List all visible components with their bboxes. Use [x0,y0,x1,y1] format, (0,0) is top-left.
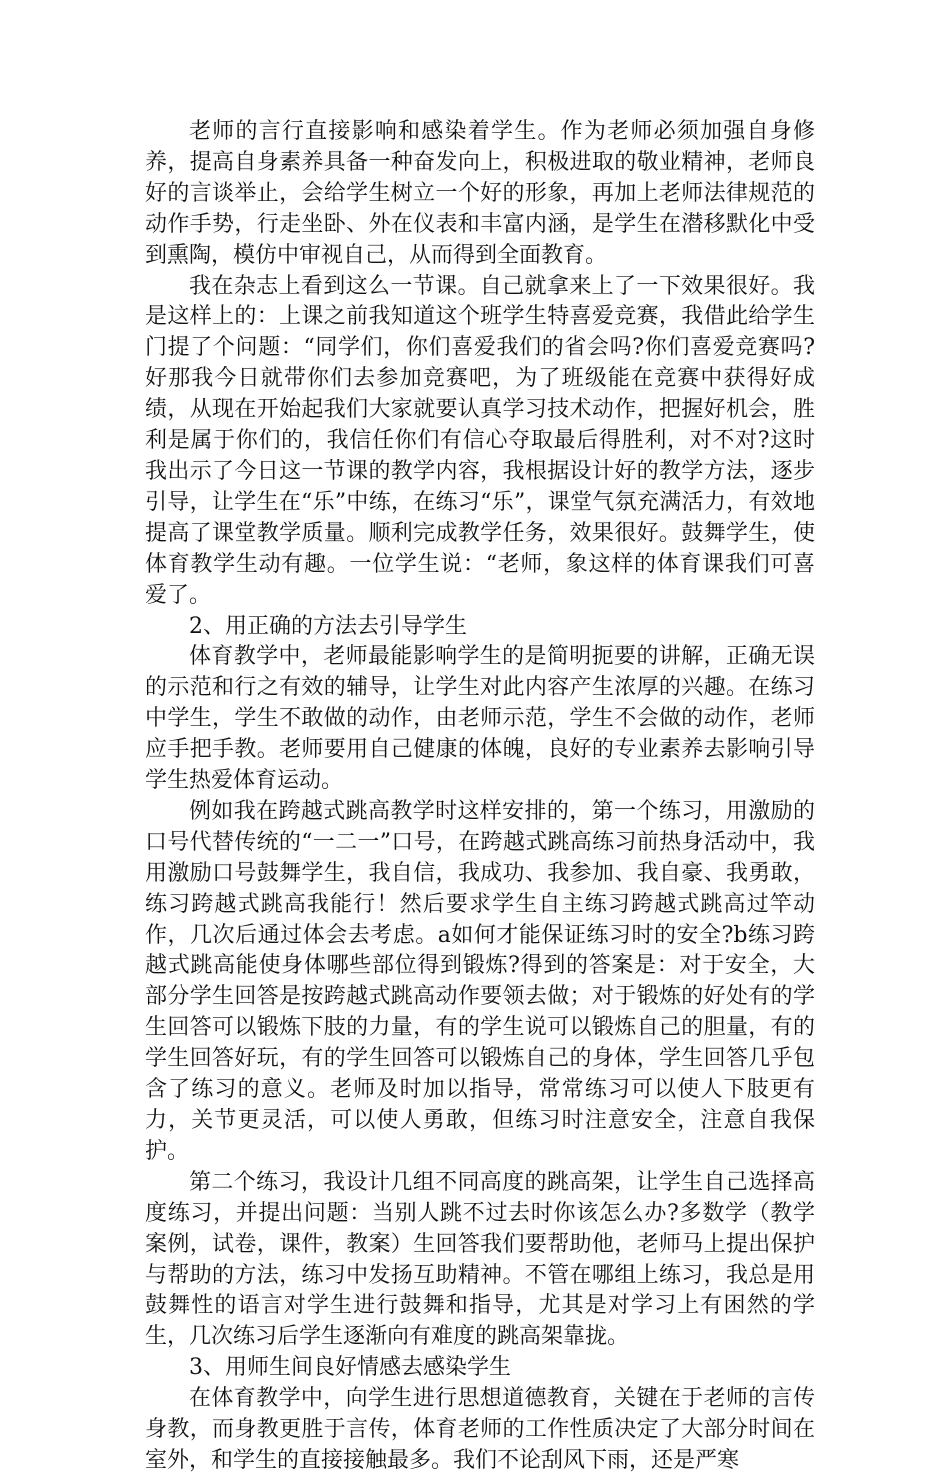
paragraph-teacher-influence: 老师的言行直接影响和感染着学生。作为老师必须加强自身修养，提高自身素养具备一种奋发向上，积极进取的敬业精神，老师良好的言谈举止，会给学生树立一个好的形象，再加上老师法律规范的动作手势，行走坐卧、外在仪表和丰富内涵，是学生在潜移默化中受到熏陶，模仿中审视自己，从而得到全面教育。 [145,119,815,268]
paragraph-moral-education: 在体育教学中，向学生进行思想道德教育，关键在于老师的言传身教，而身教更胜于言传，体育老师的工作性质决定了大部分时间在室外，和学生的直接接触最多。我们不论刮风下雨，还是严寒 [145,1386,815,1473]
paragraph-competition-lesson: 我在杂志上看到这么一节课。自己就拿来上了一下效果很好。我是这样上的：上课之前我知道这个班学生特喜爱竞赛，我借此给学生门提了个问题：“同学们，你们喜爱我们的省会吗?你们喜爱竞赛吗?好那我今日就带你们去参加竞赛吧，为了班级能在竞赛中获得好成绩，从现在开始起我们大家就要认真学习技术动作，把握好机会，胜利是属于你们的，我信任你们有信心夺取最后得胜利，对不对?这时我出示了今日这一节课的教学内容，我根据设计好的教学方法，逐步引导，让学生在“乐”中练，在练习“乐”，课堂气氛充满活力，有效地提高了课堂教学质量。顺利完成教学任务，效果很好。鼓舞学生，使体育教学生动有趣。一位学生说：“老师，象这样的体育课我们可喜爱了。 [145,273,815,608]
section-heading-3: 3、用师生间良好情感去感染学生 [189,1355,511,1381]
paragraph-guiding-methods: 体育教学中，老师最能影响学生的是简明扼要的讲解，正确无误的示范和行之有效的辅导，让学生对此内容产生浓厚的兴趣。在练习中学生，学生不敢做的动作，由老师示范，学生不会做的动作，老师应手把手教。老师要用自己健康的体魄，良好的专业素养去影响引导学生热爱体育运动。 [145,644,815,794]
document-body [145,117,815,1477]
section-heading-2: 2、用正确的方法去引导学生 [189,613,467,639]
paragraph-high-jump-example: 例如我在跨越式跳高教学时这样安排的，第一个练习，用激励的口号代替传统的“一二一”口号，在跨越式跳高练习前热身活动中，我用激励口号鼓舞学生，我自信，我成功、我参加、我自豪、我勇敢，练习跨越式跳高我能行！然后要求学生自主练习跨越式跳高过竿动作，几次后通过体会去考虑。a如何才能保证练习时的安全?b练习跨越式跳高能使身体哪些部位得到锻炼?得到的答案是：对于安全，大部分学生回答是按跨越式跳高动作要领去做；对于锻炼的好处有的学生回答可以锻炼下肢的力量，有的学生说可以锻炼自己的胆量，有的学生回答好玩，有的学生回答可以锻炼自己的身体，学生回答几乎包含了练习的意义。老师及时加以指导，常常练习可以使人下肢更有力，关节更灵活，可以使人勇敢，但练习时注意安全，注意自我保护。 [145,798,815,1164]
paragraph-second-exercise: 第二个练习，我设计几组不同高度的跳高架，让学生自己选择高度练习，并提出问题：当别人跳不过去时你该怎么办?多数学（教学案例，试卷，课件，教案）生回答我们要帮助他，老师马上提出保护与帮助的方法，练习中发扬互助精神。不管在哪组上练习，我总是用鼓舞性的语言对学生进行鼓舞和指导，尤其是对学习上有困然的学生，几次练习后学生逐渐向有难度的跳高架靠拢。 [145,1169,815,1350]
